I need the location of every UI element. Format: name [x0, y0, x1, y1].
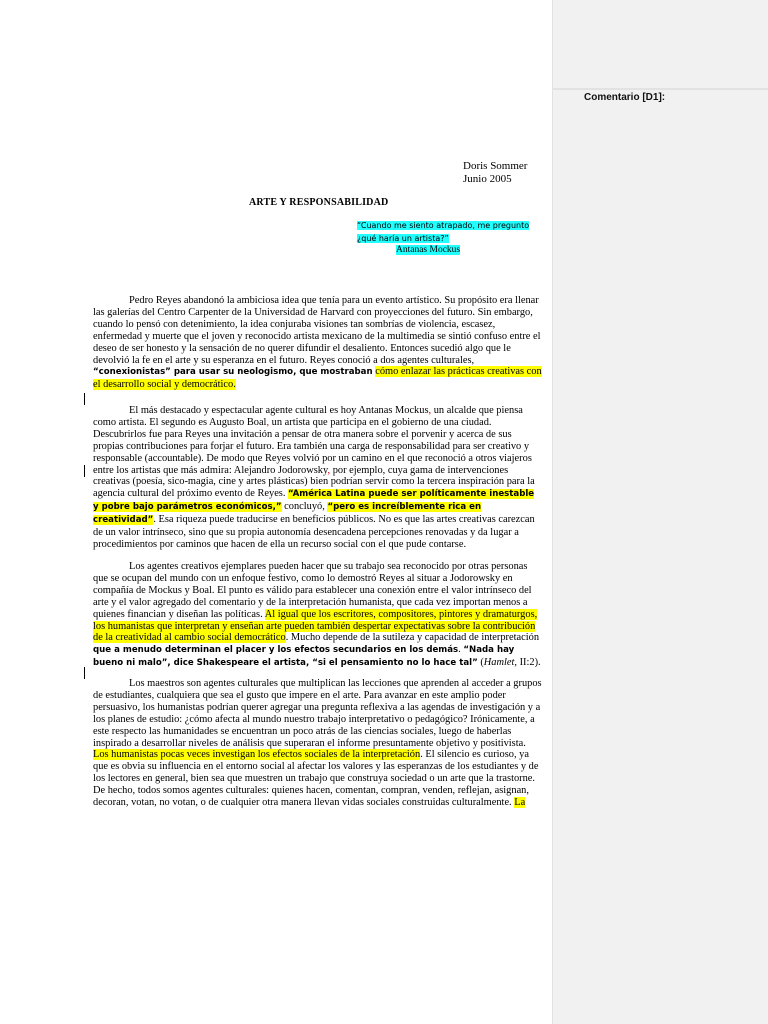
- paragraph-2-text-a: El más destacado y espectacular agente cultural es hoy Antanas Mockus: [129, 405, 429, 416]
- paragraph-2-text-f: . Esa riqueza puede traducirse en beneficios públicos. No es que las artes creativas carezcan de un valor intrínseco, sino que su propia autonomía desencadena percepciones renovadas y da lugar a procedimientos por caminos que hacen de ella un recurso social con el que pude contarse.: [93, 514, 535, 550]
- paragraph-3-quote: “Nada hay bueno ni malo”, dice Shakespeare el artista, “si el pensamiento no lo hace tal”: [93, 645, 515, 669]
- paragraph-3-coined: que a menudo determinan el placer y los efectos secundarios en los demás: [93, 645, 459, 656]
- author-name: Doris Sommer: [463, 160, 528, 172]
- document-title: ARTE Y RESPONSABILIDAD: [249, 197, 389, 208]
- revision-mark: ,: [327, 464, 331, 476]
- paragraph-3: [93, 561, 542, 670]
- paragraph-3-highlight: Al igual que los escritores, compositores, pintores y dramaturgos, los humanistas que interpretan y enseñan arte pueden también despertar expectativas sobre la contribución de la creatividad al cambio social democrático: [93, 608, 538, 644]
- paragraph-4-text-a: Los maestros son agentes culturales que multiplican las lecciones que aprenden al acceder a grupos de estudiantes, cualquiera que sea el gusto que impere en el arte. Para avanzar en este amplio poder persuasivo, los humanistas podrían querer agregar una pregunta reflexiva a las agendas de investigación y a los planes de estudio: ¿cómo afecta al mundo nuestro trabajo interpretativo o pedagógico? Irónicamente, a este respecto las humanidades se encuentran un poco atrás de las ciencias sociales, luego de haberlas inspirado a desarrollar niveles de análisis que superaran el informe presuntamente objetivo y positivista.: [93, 678, 542, 749]
- paragraph-4: [93, 678, 542, 809]
- epigraph: [357, 220, 547, 257]
- paragraph-2-quote-2: “pero es increíblemente rica en creatividad”: [93, 502, 482, 526]
- document-date: Junio 2005: [463, 173, 512, 185]
- work-title: Hamlet: [483, 657, 515, 669]
- paragraph-2: [93, 405, 542, 551]
- epigraph-line-2: ¿qué haría un artista?”: [357, 233, 449, 243]
- epigraph-attribution: Antanas Mockus: [396, 245, 461, 255]
- revision-mark: ,: [428, 405, 432, 416]
- revision-bar: [84, 393, 85, 405]
- paragraph-3-text-c: .: [458, 644, 464, 656]
- paragraph-1-coined: “conexionistas” para usar su neologismo, que mostraban: [93, 367, 373, 378]
- paragraph-3-text-d: (: [477, 657, 484, 669]
- paragraph-2-text-c: un artista que participa en el gobierno de una ciudad. Descubrirlos fue para Reyes una invitación a pensar de otra manera sobre el porvenir y acerca de sus propias contribuciones para forjar el futuro. Era también una carga de responsabilidad para ser creativo y responsable (accountable). De modo que Reyes volvió por un camino en el que reconoció a otros viajeros entre los artistas que más admira: Alejandro Jodorowsky: [93, 416, 532, 476]
- paragraph-3-text-e: , II:2).: [514, 657, 541, 669]
- revision-mark: ,: [266, 416, 270, 428]
- paragraph-4-highlight: Los humanistas pocas veces investigan los efectos sociales de la interpretación: [93, 749, 421, 761]
- paragraph-3-text-a: Los agentes creativos ejemplares pueden hacer que su trabajo sea reconocido por otras personas que se ocupan del mundo con un enfoque festivo, como lo demostró Reyes al situar a Jodorowsky en compañía de Mockus y Boal. El punto es válido para establecer una conexión entre el valor intrínseco del arte y el valor agregado del comentario y de la interpretación humanista, que cada vez importan menos a quienes financian y diseñan las políticas.: [93, 561, 532, 620]
- paragraph-4-text-b: . El silencio es curioso, ya que es obvia su influencia en el entorno social al afectar los valores y las esperanzas de los estudiantes y de los lectores en general, bien sea que muestren un trabajo que construya sociedad o un arte que la trastorne. De hecho, todos somos agentes culturales: quienes hacen, comentan, compran, venden, reflejan, asignan, decoran, votan, no votan, o de cualquier otra manera llevan vidas sociales construidas culturalmente.: [93, 749, 539, 809]
- paragraph-2-text-b: un alcalde que piensa como artista. El segundo es Augusto Boal: [93, 405, 523, 428]
- epigraph-line-1: “Cuando me siento atrapado, me pregunto: [357, 221, 530, 230]
- paragraph-1-highlight: cómo enlazar las prácticas creativas con el desarrollo social y democrático.: [93, 366, 542, 391]
- author-block: [463, 160, 527, 186]
- paragraph-2-text-e: concluyó,: [281, 501, 328, 513]
- paragraph-2-text-d: por ejemplo, cuya gama de intervenciones creativas (poesía, sico-magia, cine y artes plásticas) bien podrían servir como la tercera inspiración para la agencia cultural del próximo evento de Reyes.: [93, 464, 535, 500]
- comment-divider: [552, 88, 768, 90]
- revision-bar: [84, 465, 85, 477]
- paragraph-2-quote-1: “América Latina puede ser políticamente inestable y pobre bajo parámetros económicos,”: [93, 489, 535, 513]
- revision-bar: [84, 667, 85, 679]
- paragraph-4-tail-highlight: La: [514, 797, 526, 809]
- paragraph-1: [93, 295, 542, 391]
- comment-label[interactable]: Comentario [D1]:: [584, 92, 666, 103]
- paragraph-3-text-b: . Mucho depende de la sutileza y capacidad de interpretación: [285, 632, 540, 644]
- comment-pane: [552, 0, 768, 1024]
- paragraph-1-text: Pedro Reyes abandonó la ambiciosa idea que tenía para un evento artístico. Su propósito era llenar las galerías del Centro Carpenter de la Universidad de Harvard con proyecciones del futuro. Sin embargo, cuando lo pensó con detenimiento, la idea conjuraba visiones tan sombrías de violencia, escasez, enfermedad y muerte que el joven y reconocido artista mexicano de la multimedia se sintió confuso entre el deseo de ser honesto y la sensación de no querer difundir el desaliento. Entonces sucedió algo que le devolvió la fe en el arte y su esperanza en el futuro. Reyes conoció a dos agentes culturales,: [93, 295, 541, 366]
